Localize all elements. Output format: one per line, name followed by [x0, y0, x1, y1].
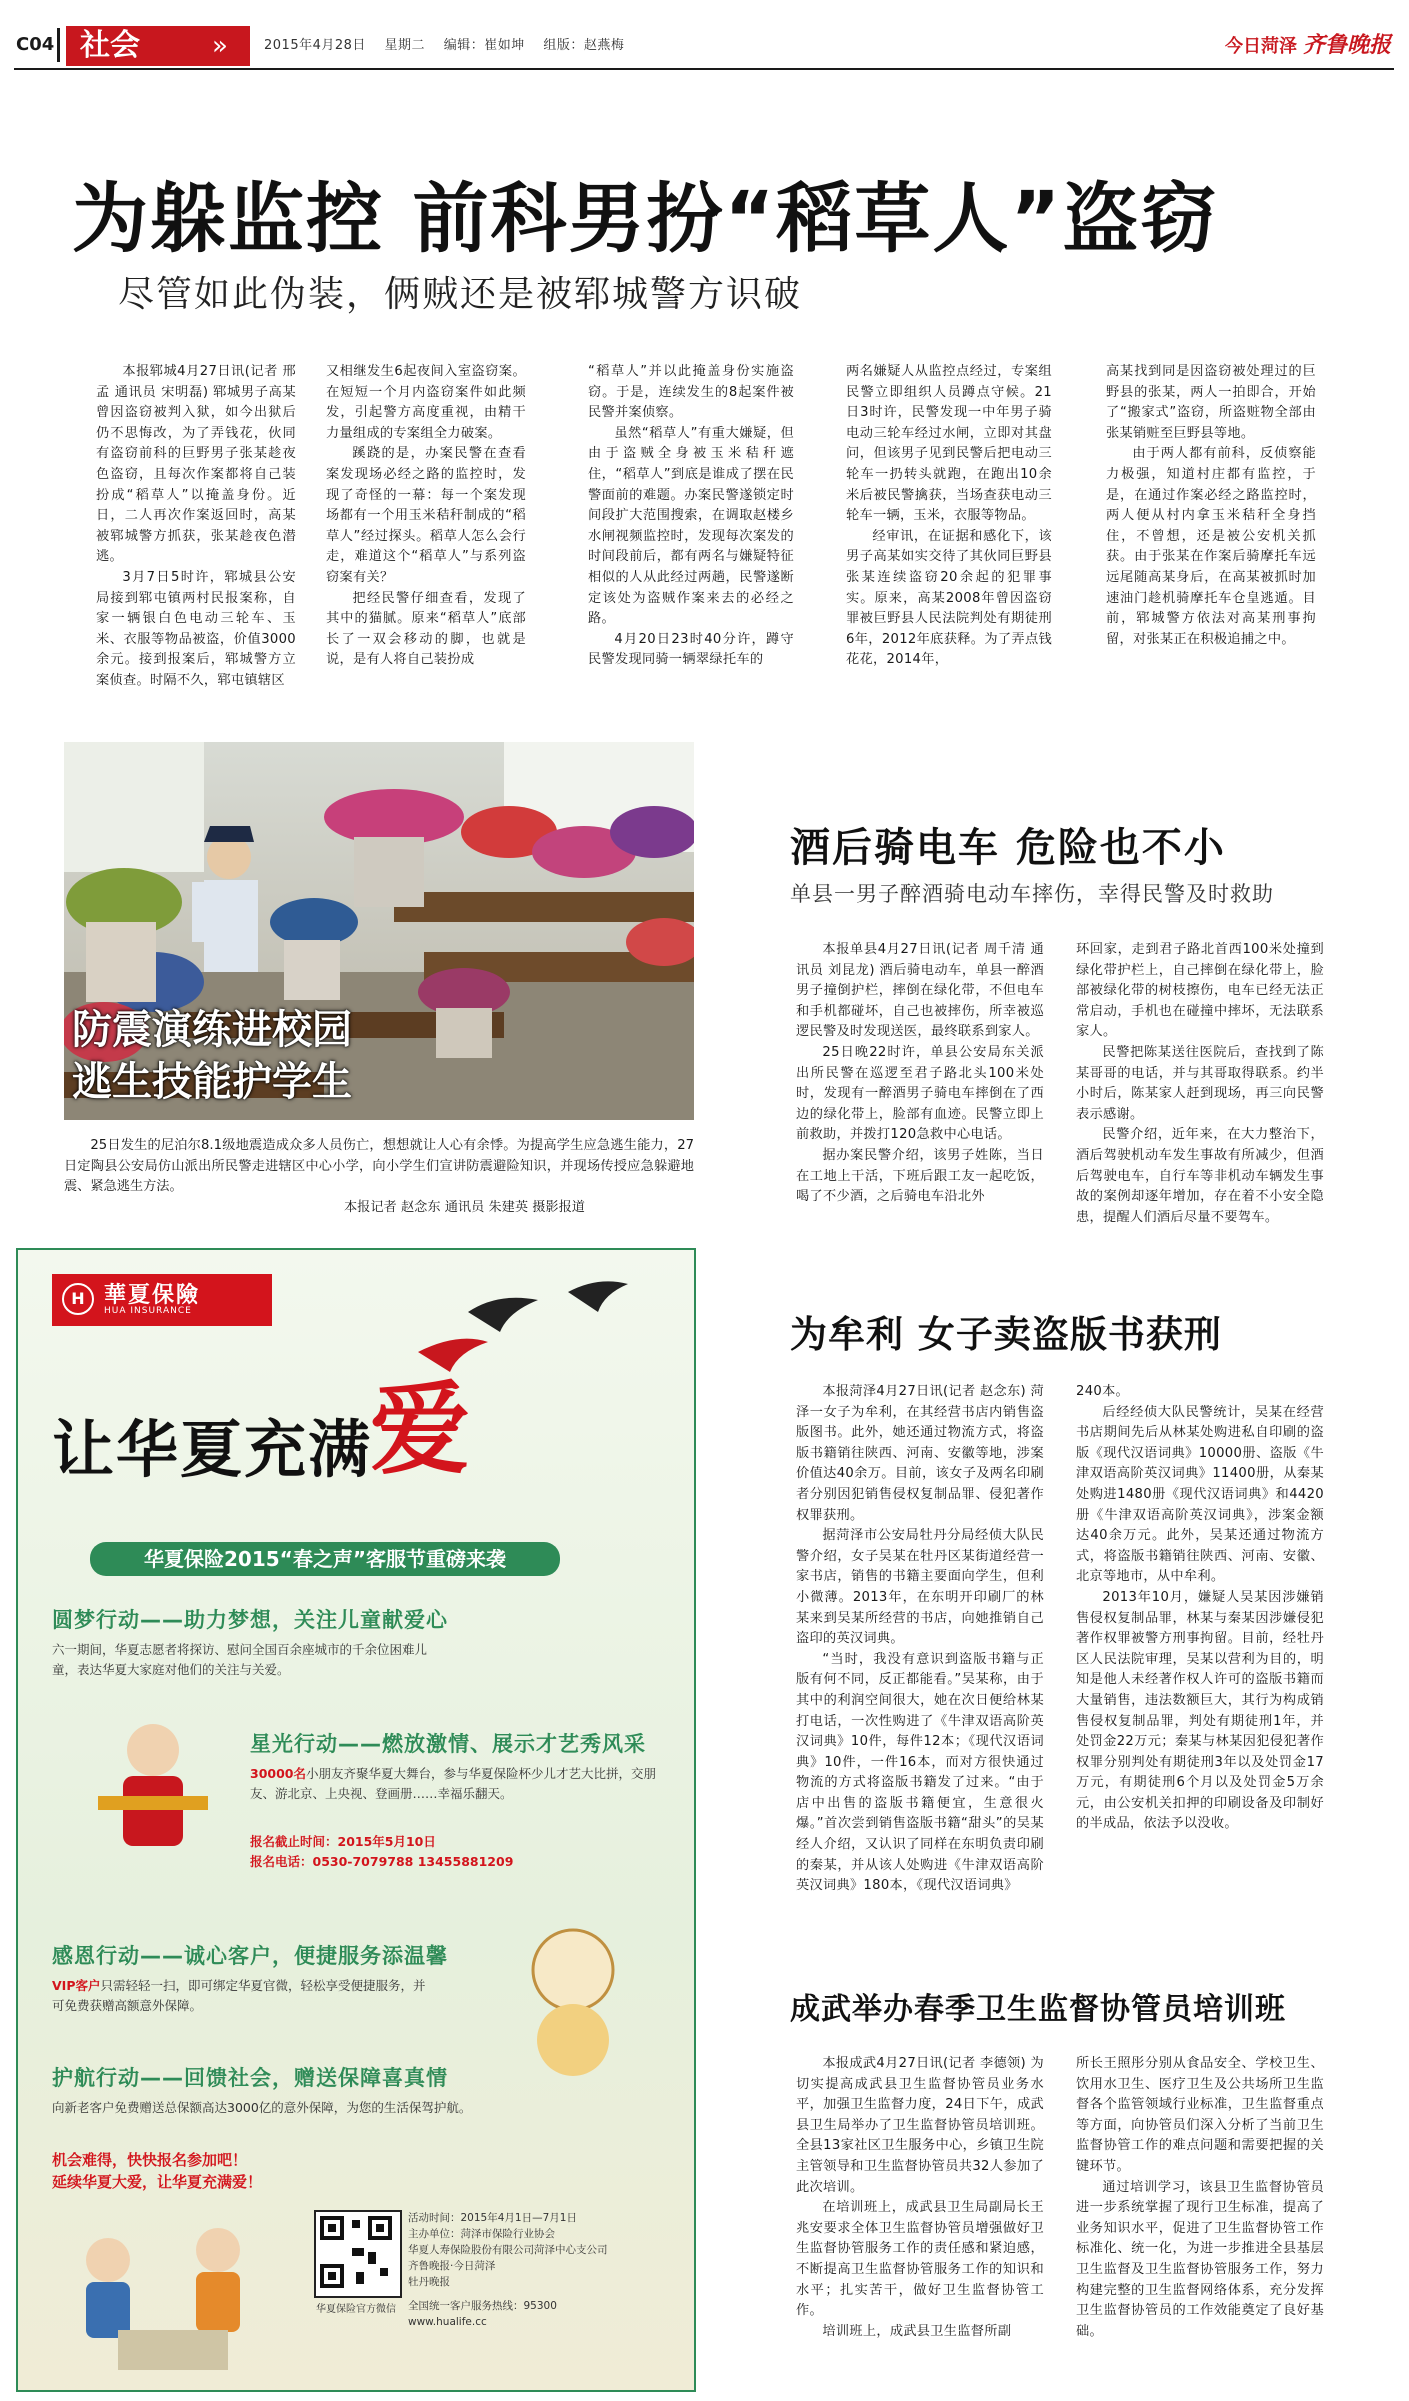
story2-column-1: 本报单县4月27日讯(记者 周千清 通讯员 刘昆龙) 酒后骑电动车，单县一醉酒男子撞倒护栏，摔倒在绿化带，不但电车和手机都碰坏，自己也被摔伤，所幸被巡逻民警及时发现送医，最终联系到家人。 25日晚22时许，单县公安局东关派出所民警在巡逻至君子路北头100米处时，发现有一醉酒男子骑电车摔倒在了西边的绿化带上，脸部有血迹。民警立即上前救助，并拨打120急救中心电话。 据办案民警介绍，该男子姓陈，当日在工地上干活，下班后跟工友一起吃饭，喝了不少酒，之后骑电车沿北外	[796, 942, 1044, 1205]
wechat-label: 华夏保险官方微信	[316, 2304, 396, 2315]
ad-love-char: 爱	[370, 1371, 470, 1488]
page-number: C04	[16, 34, 55, 55]
issue-date: 2015年4月28日	[264, 38, 366, 53]
kids-playing-illustration	[48, 2210, 298, 2380]
ad-section-1-title: 圆梦行动——助力梦想，关注儿童献爱心	[52, 1608, 448, 1632]
mascot-illustration	[488, 1900, 658, 2080]
ad-organizers: 活动时间：2015年4月1日—7月1日 主办单位：菏泽市保险行业协会 华夏人寿保险股份有限公司菏泽中心支公司 齐鲁晚报·今日菏泽 牡丹晚报 全国统一客户服务热线：95300 www.hualife.cc	[408, 2212, 608, 2328]
story4-column-2: 所长王照彤分别从食品安全、学校卫生、饮用水卫生、医疗卫生及公共场所卫生监督各个监管领域行业标准，卫生监督重点等方面，向协管员们深入分析了当前卫生监督协管工作的难点问题和需要把握的关键环节。 通过培训学习，该县卫生监督协管员进一步系统掌握了现行卫生标准，提高了业务知识水平，促进了卫生监督协管工作标准化、统一化，为进一步推进全县基层卫生监督及卫生监督协管服务工作，努力构建完整的卫生监督网络体系，充分发挥卫生监督协管员的工作效能奠定了良好基础。	[1076, 2056, 1324, 2339]
paper-logo: 齐鲁晚报	[1302, 32, 1391, 58]
performer-illustration	[68, 1700, 238, 1870]
hua-logo-icon: H	[62, 1283, 94, 1315]
story4-headline: 成武举办春季卫生监督协管员培训班	[790, 1992, 1286, 2027]
lead-subheadline: 尽管如此伪装，俩贼还是被郓城警方识破	[118, 274, 803, 315]
ad-logo: H 華夏保險 HUA INSURANCE	[52, 1274, 272, 1326]
issue-meta	[264, 34, 624, 53]
hua-insurance-ad	[16, 1248, 696, 2392]
story3-headline: 为牟利 女子卖盗版书获刑	[790, 1313, 1222, 1356]
lead-headline: 为躲监控 前科男扮“稻草人”盗窃	[72, 174, 1219, 263]
story3-column-1: 本报菏泽4月27日讯(记者 赵念东) 菏泽一女子为牟利，在其经营书店内销售盗版图书。此外，她还通过物流方式，将盗版书籍销往陕西、河南、安徽等地，涉案价值达40余万。目前，该女子及两名印刷者分别因犯销售侵权复制品罪、侵犯著作权罪获刑。 据菏泽市公安局牡丹分局经侦大队民警介绍，女子吴某在牡丹区某街道经营一家书店，销售的书籍主要面向学生，但利小微薄。2013年，在东明开印刷厂的林某来到吴某所经营的书店，向她推销自己盗印的英汉词典。 “当时，我没有意识到盗版书籍与正版有何不同，反正都能看。”吴某称，由于其中的利润空间很大，她在次日便给林某打电话，一次性购进了《牛津双语高阶英汉词典》10件，每件12本；《现代汉语词典》10件，一件16本，而对方很快通过物流的方式将盗版书籍发了过来。“由于店中出售的盗版书籍便宜，生意很火爆。”首次尝到销售盗版书籍“甜头”的吴某经人介绍，又认识了同样在东明负责印刷的秦某，并从该人处购进《牛津双语高阶英汉词典》180本，《现代汉语词典》	[796, 1384, 1044, 1894]
ad-section-4-text: 向新老客户免费赠送总保额高达3000亿的意外保障，为您的生活保驾护航。	[52, 2100, 472, 2115]
ad-deadline: 报名截止时间：2015年5月10日	[250, 1834, 436, 1849]
ad-slogan: 让华夏充满	[52, 1413, 373, 1486]
photo-credit: 本报记者 赵念东 通讯员 朱建英 摄影报道	[344, 1199, 585, 1215]
photo-caption: 25日发生的尼泊尔8.1级地震造成众多人员伤亡，想想就让人心有余悸。为提高学生应急逃生能力，27日定陶县公安局仿山派出所民警走进辖区中心小学，向小学生们宣讲防震避险知识，并现场传授应急躲避地震、紧急逃生方法。 本报记者 赵念东 通讯员 朱建英 摄影报道	[64, 1136, 694, 1218]
issue-weekday: 星期二	[384, 38, 426, 53]
story3-column-2: 240本。 后经经侦大队民警统计，吴某在经营书店期间先后从林某处购进私自印刷的盗版《现代汉语词典》10000册、盗版《牛津双语高阶英汉词典》11400册，从秦某处购进1480册《现代汉语词典》和4420册《牛津双语高阶英汉词典》，涉案金额达40余万元。此外，吴某还通过物流方式，将盗版书籍销往陕西、河南、安徽、北京等地市，从中牟利。 2013年10月，嫌疑人吴某因涉嫌销售侵权复制品罪，林某与秦某因涉嫌侵犯著作权罪被警方刑事拘留。目前，经牡丹区人民法院审理，吴某以营利为目的，明知是他人未经著作权人许可的盗版书籍而大量销售，违法数额巨大，其行为构成销售侵权复制品罪，判处有期徒刑1年，并处罚金22万元；秦某与林某因犯侵犯著作权罪分别判处有期徒刑3年以及处罚金17万元，有期徒刑6个月以及处罚金5万余元，由公安机关扣押的印刷设备及印制好的半成品，依法予以没收。	[1076, 1384, 1324, 1832]
layout-editor: 组版：赵燕梅	[543, 38, 625, 53]
ad-phone: 报名电话：0530-7079788 13455881209	[250, 1854, 514, 1869]
story2-subheadline: 单县一男子醉酒骑电动车摔伤，幸得民警及时救助	[790, 882, 1274, 906]
lead-column-3: “稻草人”并以此掩盖身份实施盗窃。于是，连续发生的8起案件被民警并案侦察。 虽然“稻草人”有重大嫌疑，但由于盗贼全身被玉米秸秆遮住，“稻草人”到底是谁成了摆在民警面前的难题。办案民警遂锁定时间段扩大范围搜索，在调取赵楼乡水闸视频监控时，发现每次案发的时间段前后，都有两名与嫌疑特征相似的人从此经过两趟，民警遂断定该处为盗贼作案来去的必经之路。 4月20日23时40分许，蹲守民警发现同骑一辆翠绿托车的	[588, 364, 794, 668]
qr-code-icon[interactable]	[314, 2210, 402, 2298]
story2-column-2: 环回家，走到君子路北首西100米处撞到绿化带护栏上，自己摔倒在绿化带上，脸部被绿化带的树枝擦伤，电车已经无法正常启动，手机也在碰撞中摔坏，无法联系家人。 民警把陈某送往医院后，查找到了陈某哥哥的电话，并与其哥取得联系。约半小时后，陈某家人赶到现场，再三向民警表示感谢。 民警介绍，近年来，在大力整治下，酒后驾驶机动车发生事故有所减少，但酒后驾驶电车，自行车等非机动车辆发生事故的案例却逐年增加，存在着不小安全隐患，提醒人们酒后尽量不要驾车。	[1076, 942, 1324, 1225]
ad-section-4-title: 护航行动——回馈社会，赠送保障喜真情	[52, 2066, 448, 2090]
ad-section-2-text: 30000名小朋友齐聚华夏大舞台，参与华夏保险杯少儿才艺大比拼，交朋友、游北京、上央视、登画册……幸福乐翻天。	[250, 1766, 657, 1801]
editor: 编辑：崔如坤	[443, 38, 525, 53]
masthead-brand	[1225, 28, 1391, 59]
photo-headline: 防震演练进校园 逃生技能护学生	[72, 1007, 352, 1105]
section-chevron-icon: »	[212, 31, 228, 61]
story4-column-1: 本报成武4月27日讯(记者 李德领) 为切实提高成武县卫生监督协管员业务水平，加强卫生监督力度，24日下午，成武县卫生局举办了卫生监督协管员培训班。全县13家社区卫生服务中心，乡镇卫生院主管领导和卫生监督协管员共32人参加了此次培训。 在培训班上，成武县卫生局副局长王兆安要求全体卫生监督协管员增强做好卫生监督协管服务工作的责任感和紧迫感，不断提高卫生监督协管服务工作的知识和水平；扎实苦干，做好卫生监督协管工作。 培训班上，成武县卫生监督所副	[796, 2056, 1044, 2339]
brand-section: 今日菏泽	[1224, 36, 1297, 57]
lead-column-4: 两名嫌疑人从监控点经过，专案组民警立即组织人员蹲点守候。21日3时许，民警发现一中年男子骑电动三轮车经过水闸，立即对其盘问，但该男子见到民警后把电动三轮车一扔转头就跑，在跑出10余米后被民警擒获，当场查获电动三轮车一辆，玉米，衣服等物品。 经审讯，在证据和感化下，该男子高某如实交待了其伙同巨野县张某连续盗窃20余起的犯罪事实。原来，高某2008年曾因盗窃罪被巨野县人民法院判处有期徒刑6年，2012年底获释。为了弄点钱花花，2014年，	[846, 364, 1052, 668]
header-divider	[57, 28, 60, 62]
lead-column-5: 高某找到同是因盗窃被处理过的巨野县的张某，两人一拍即合，开始了“搬家式”盗窃，所盗赃物全部由张某销赃至巨野县等地。 由于两人都有前科，反侦察能力极强，知道村庄都有监控，于是，在通过作案必经之路监控时，两人便从村内拿玉米秸秆全身挡住，不曾想，还是被公安机关抓获。由于张某在作案后骑摩托车远远尾随高某身后，在高某被抓时加速油门趁机骑摩托车仓皇逃遁。目前，郓城警方依法对高某刑事拘留，对张某正在积极追捕之中。	[1106, 364, 1316, 647]
ad-banner: 华夏保险2015“春之声”客服节重磅来袭	[90, 1542, 560, 1576]
lead-column-1: 本报郓城4月27日讯(记者 邢孟 通讯员 宋明磊) 郓城男子高某曾因盗窃被判入狱，如今出狱后仍不思悔改，为了弄钱花，伙同有盗窃前科的巨野男子张某趁夜色盗窃，且每次作案都将自己装扮成“稻草人”以掩盖身份。近日，二人再次作案返回时，高某被郓城警方抓获，张某趁夜色潜逃。 3月7日5时许，郓城县公安局接到郓屯镇两村民报案称，自家一辆银白色电动三轮车、玉米、衣服等物品被盗，价值3000余元。接到报案后，郓城警方立案侦查。时隔不久，郓屯镇辖区	[96, 364, 296, 688]
ad-section-1-text: 六一期间，华夏志愿者将探访、慰问全国百余座城市的千余位困难儿童，表达华夏大家庭对他们的关注与关爱。	[52, 1642, 428, 1677]
ad-cta-2: 延续华夏大爱，让华夏充满爱！	[52, 2173, 263, 2191]
ad-cta-1: 机会难得，快快报名参加吧！	[52, 2151, 248, 2169]
header-rule	[14, 68, 1394, 70]
lead-column-2: 又相继发生6起夜间入室盗窃案。在短短一个月内盗窃案件如此频发，引起警方高度重视，由精干力量组成的专案组全力破案。 蹊跷的是，办案民警在查看案发现场必经之路的监控时，发现了奇怪的一幕：每一个案发现场都有一个用玉米秸秆制成的“稻草人”经过探头。稻草人怎么会行走，难道这个“稻草人”与系列盗窃案有关？ 把经民警仔细查看，发现了其中的猫腻。原来“稻草人”底部长了一双会移动的脚，也就是说，是有人将自己装扮成	[326, 364, 526, 668]
ad-section-3-title: 感恩行动——诚心客户，便捷服务添温馨	[52, 1944, 448, 1968]
ad-section-3-text: VIP客户只需轻轻一扫，即可绑定华夏官微，轻松享受便捷服务，并可免费获赠高额意外保障。	[52, 1978, 426, 2013]
section-label: 社会	[66, 26, 250, 66]
story2-headline: 酒后骑电车 危险也不小	[790, 825, 1226, 871]
ad-section-2-title: 星光行动——燃放激情、展示才艺秀风采	[250, 1732, 646, 1756]
